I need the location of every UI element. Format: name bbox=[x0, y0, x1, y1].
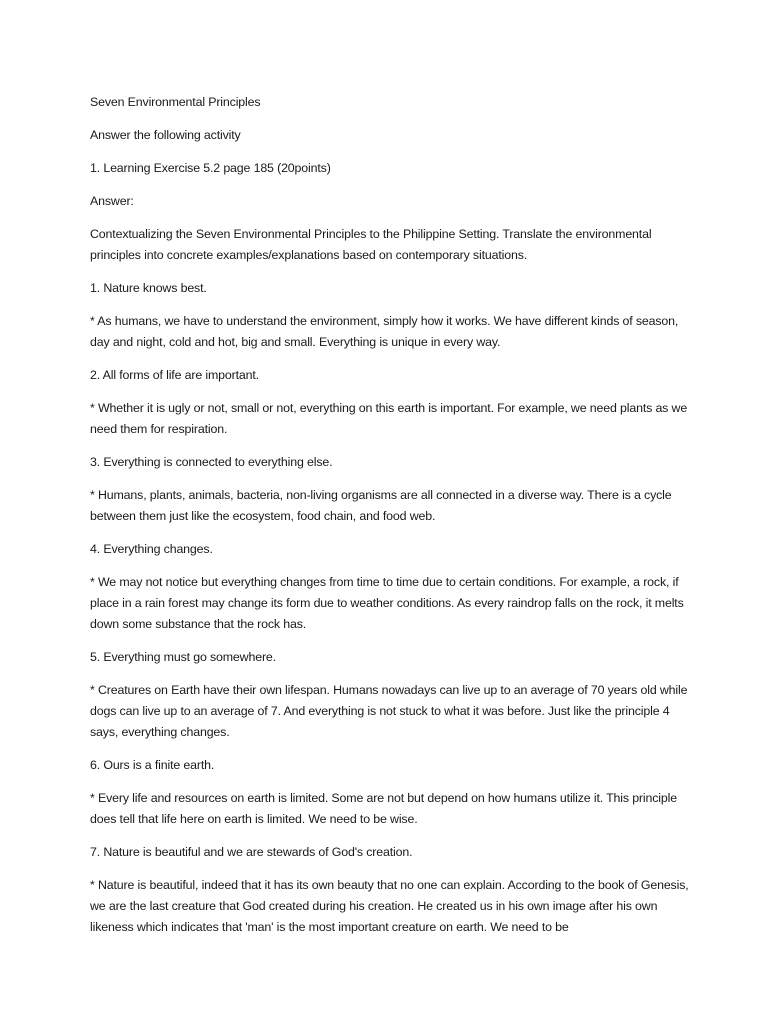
principle-body: * Creatures on Earth have their own lifespan. Humans nowadays can live up to an average of 70 years old while dogs can live up to an average of 7. And everything is not stuck to what it was before. Just like the principle 4 says, everything changes. bbox=[90, 683, 688, 739]
answer-label: Answer: bbox=[90, 194, 134, 208]
principle-heading: 6. Ours is a finite earth. bbox=[90, 758, 215, 772]
principle-body: * As humans, we have to understand the environment, simply how it works. We have different kinds of season, day and night, cold and hot, big and small. Everything is unique in every way. bbox=[90, 314, 679, 349]
principle-heading: 7. Nature is beautiful and we are stewards of God's creation. bbox=[90, 845, 413, 859]
principle-heading: 1. Nature knows best. bbox=[90, 281, 207, 295]
principle-heading: 5. Everything must go somewhere. bbox=[90, 650, 276, 664]
principle-heading: 3. Everything is connected to everything else. bbox=[90, 455, 333, 469]
principle-heading: 2. All forms of life are important. bbox=[90, 368, 259, 382]
exercise-text: 1. Learning Exercise 5.2 page 185 (20points) bbox=[90, 161, 331, 175]
principle-heading: 4. Everything changes. bbox=[90, 542, 213, 556]
principle-body: * Humans, plants, animals, bacteria, non-living organisms are all connected in a diverse way. There is a cycle between them just like the ecosystem, food chain, and food web. bbox=[90, 488, 672, 523]
instruction-text: Answer the following activity bbox=[90, 128, 241, 142]
principle-body: * We may not notice but everything changes from time to time due to certain conditions. For example, a rock, if place in a rain forest may change its form due to weather conditions. As every raindrop falls on the rock, it melts down some substance that the rock has. bbox=[90, 575, 684, 631]
principle-body: * Whether it is ugly or not, small or not, everything on this earth is important. For example, we need plants as we need them for respiration. bbox=[90, 401, 688, 436]
document-body bbox=[90, 92, 690, 950]
intro-paragraph: Contextualizing the Seven Environmental Principles to the Philippine Setting. Translate the environmental principles into concrete examples/explanations based on contemporary situations. bbox=[90, 227, 652, 262]
document-title: Seven Environmental Principles bbox=[90, 95, 261, 109]
principle-body: * Every life and resources on earth is limited. Some are not but depend on how humans utilize it. This principle does tell that life here on earth is limited. We need to be wise. bbox=[90, 791, 677, 826]
principle-body: * Nature is beautiful, indeed that it has its own beauty that no one can explain. According to the book of Genesis, we are the last creature that God created during his creation. He created us in his own image after his own likeness which indicates that 'man' is the most important creature on earth. We need to be bbox=[90, 878, 689, 934]
